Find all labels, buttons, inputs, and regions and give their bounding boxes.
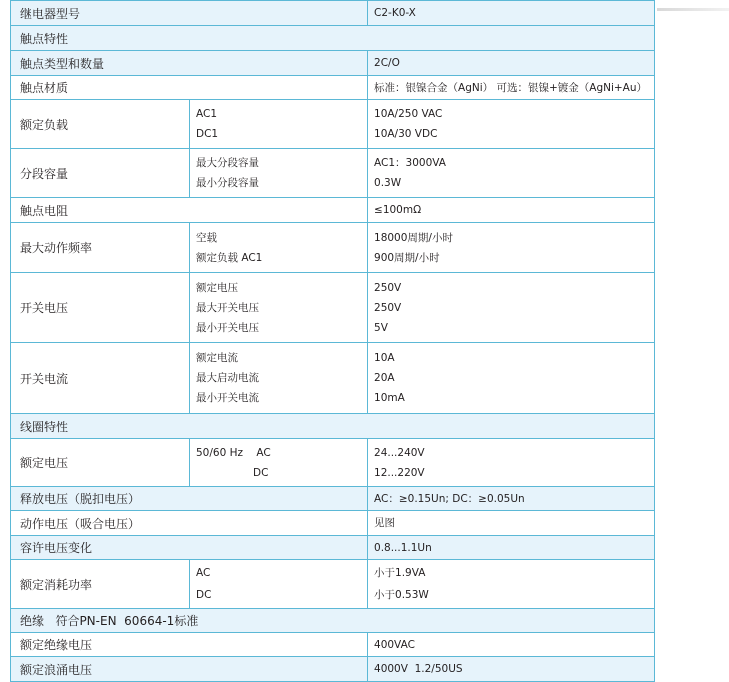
- model-label: 继电器型号: [11, 1, 368, 26]
- spec-table: [10, 0, 655, 682]
- sub-item: 50/60 Hz AC: [196, 446, 271, 459]
- power-consumption-label: 额定消耗功率: [11, 560, 190, 609]
- release-voltage-label: 释放电压（脱扣电压）: [11, 487, 368, 511]
- value-item: 18000周期/小时: [374, 231, 453, 244]
- insulation-voltage-value: 400VAC: [368, 633, 655, 657]
- value-item: 10mA: [374, 392, 405, 404]
- switch-current-sub: [190, 343, 368, 414]
- value-item: 10A/250 VAC: [374, 108, 443, 120]
- section-title: 触点特性: [11, 26, 655, 51]
- switch-voltage-values: [368, 273, 655, 343]
- max-frequency-label: 最大动作频率: [11, 223, 190, 273]
- power-consumption-values: [368, 560, 655, 609]
- sub-item: 额定电流: [196, 352, 238, 364]
- insulation-voltage-label: 额定绝缘电压: [11, 633, 368, 657]
- section-title: 线圈特性: [11, 414, 655, 439]
- sub-item: 最小开关电流: [196, 392, 259, 404]
- coil-rated-voltage-values: [368, 439, 655, 487]
- sub-item: 最小分段容量: [196, 177, 259, 189]
- row-coil-rated-voltage: [11, 439, 655, 487]
- value-item: 10A/30 VDC: [374, 128, 438, 140]
- value-item: 250V: [374, 301, 402, 314]
- value-item: 20A: [374, 372, 395, 384]
- switch-voltage-label: 开关电压: [11, 273, 190, 343]
- voltage-tolerance-label: 容许电压变化: [11, 536, 368, 560]
- row-contact-type: [11, 51, 655, 76]
- sub-item: 最大启动电流: [196, 372, 259, 384]
- operate-voltage-value: 见图: [368, 511, 655, 536]
- sub-item: DC1: [196, 128, 219, 140]
- contact-resistance-label: 触点电阻: [11, 198, 368, 223]
- sub-item: AC1: [196, 108, 218, 120]
- value-item: 小于0.53W: [374, 589, 429, 601]
- row-contact-resistance: [11, 198, 655, 223]
- row-breaking-capacity: [11, 149, 655, 198]
- voltage-tolerance-value: 0.8...1.1Un: [368, 536, 655, 560]
- sub-item: 最大分段容量: [196, 157, 259, 169]
- power-consumption-sub: [190, 560, 368, 609]
- row-power-consumption: [11, 560, 655, 609]
- contact-type-label: 触点类型和数量: [11, 51, 368, 76]
- coil-rated-voltage-label: 额定电压: [11, 439, 190, 487]
- contact-material-label: 触点材质: [11, 76, 368, 100]
- row-contact-material: [11, 76, 655, 100]
- row-voltage-tolerance: [11, 536, 655, 560]
- contact-material-value: 标准：银镍合金（AgNi） 可选：银镍+镀金（AgNi+Au）: [368, 76, 655, 100]
- contact-resistance-value: ≤100mΩ: [368, 198, 655, 223]
- section-coil: [11, 414, 655, 439]
- row-switch-voltage: [11, 273, 655, 343]
- value-item: 小于1.9VA: [374, 567, 426, 579]
- row-release-voltage: [11, 487, 655, 511]
- sub-item: DC: [196, 589, 212, 601]
- sub-item: 空载: [196, 231, 217, 244]
- value-item: AC1：3000VA: [374, 157, 446, 169]
- sub-item: 额定电压: [196, 281, 238, 294]
- release-voltage-value: AC：≥0.15Un; DC：≥0.05Un: [368, 487, 655, 511]
- sub-item: 最小开关电压: [196, 321, 259, 334]
- row-max-frequency: [11, 223, 655, 273]
- sub-item: 最大开关电压: [196, 301, 259, 314]
- value-item: 250V: [374, 281, 402, 294]
- breaking-capacity-sub: [190, 149, 368, 198]
- sub-item: 额定负载 AC1: [196, 251, 263, 264]
- max-frequency-sub: [190, 223, 368, 273]
- section-contact: [11, 26, 655, 51]
- breaking-capacity-label: 分段容量: [11, 149, 190, 198]
- breaking-capacity-values: [368, 149, 655, 198]
- row-model: [11, 1, 655, 26]
- row-operate-voltage: [11, 511, 655, 536]
- rated-load-values: [368, 100, 655, 149]
- row-surge-voltage: [11, 657, 655, 682]
- value-item: 24...240V: [374, 446, 425, 459]
- value-item: 0.3W: [374, 177, 402, 189]
- row-switch-current: [11, 343, 655, 414]
- max-frequency-values: [368, 223, 655, 273]
- model-value: C2-K0-X: [368, 1, 655, 26]
- row-insulation-voltage: [11, 633, 655, 657]
- value-item: 5V: [374, 321, 388, 334]
- section-title: 绝缘 符合PN-EN 60664-1标准: [11, 609, 655, 633]
- value-item: 900周期/小时: [374, 251, 440, 264]
- row-rated-load: [11, 100, 655, 149]
- switch-current-label: 开关电流: [11, 343, 190, 414]
- surge-voltage-label: 额定浪涌电压: [11, 657, 368, 682]
- decorative-line: [657, 8, 729, 11]
- sub-item: DC: [253, 466, 269, 479]
- switch-voltage-sub: [190, 273, 368, 343]
- coil-rated-voltage-sub: [190, 439, 368, 487]
- sub-item: AC: [196, 567, 211, 579]
- section-insulation: [11, 609, 655, 633]
- surge-voltage-value: 4000V 1.2/50US: [368, 657, 655, 682]
- switch-current-values: [368, 343, 655, 414]
- rated-load-label: 额定负载: [11, 100, 190, 149]
- value-item: 10A: [374, 352, 395, 364]
- contact-type-value: 2C/O: [368, 51, 655, 76]
- operate-voltage-label: 动作电压（吸合电压）: [11, 511, 368, 536]
- value-item: 12...220V: [374, 466, 425, 479]
- rated-load-sub: [190, 100, 368, 149]
